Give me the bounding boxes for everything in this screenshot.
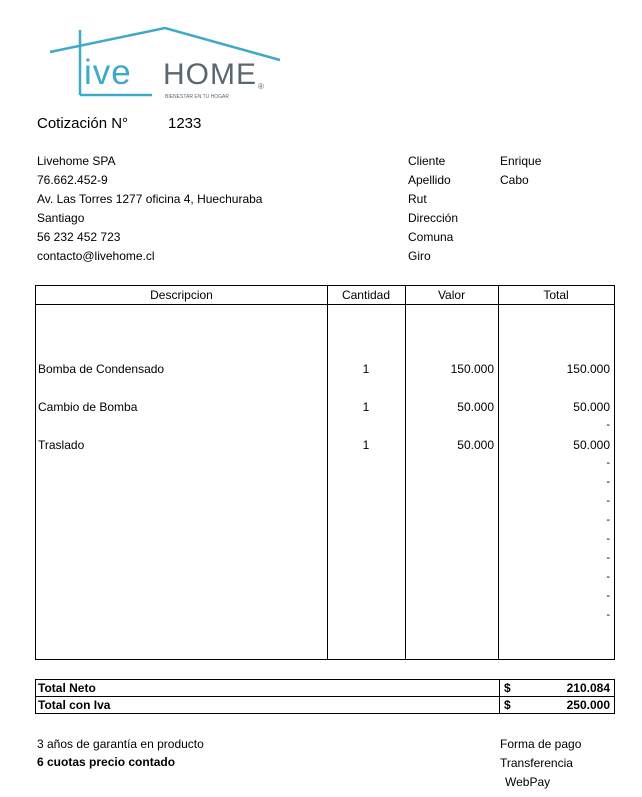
company-city: Santiago [37,211,85,225]
header-total: Total [543,288,569,302]
total-neto-row [35,679,615,697]
company-address: Av. Las Torres 1277 oficina 4, Huechuraba [37,192,263,206]
empty-total-dash: - [606,590,610,602]
client-values [500,152,541,190]
empty-total-dash: - [606,571,610,583]
header-description: Descripcion [150,288,213,302]
logo-registered: ® [258,82,264,91]
company-name: Livehome SPA [37,154,116,168]
empty-total-dash: - [606,514,610,526]
row-quantity: 1 [362,400,370,414]
total-iva-row [35,696,615,714]
empty-total-dash: - [606,552,610,564]
row-total: 150.000 [566,362,610,376]
quote-number: 1233 [168,115,202,132]
quote-label: Cotización N° [37,115,129,132]
row-value: 50.000 [457,400,494,414]
company-phone: 56 232 452 723 [37,230,121,244]
warranty-note: 3 años de garantía en producto [37,737,204,751]
empty-total-dash: - [606,419,610,431]
logo-text-home: HOME [163,58,257,91]
row-total: 50.000 [573,438,610,452]
client-label: Giro [408,249,431,263]
client-label: Comuna [408,230,454,244]
row-total: 50.000 [573,400,610,414]
client-surname: Cabo [500,173,529,187]
company-rut: 76.662.452-9 [37,173,108,187]
total-neto-label: Total Neto [38,681,96,695]
currency-symbol: $ [504,681,511,695]
currency-symbol: $ [504,698,511,712]
client-label: Dirección [408,211,459,225]
total-neto-value: 210.084 [566,681,610,695]
company-email: contacto@livehome.cl [37,249,155,263]
empty-total-dash: - [606,457,610,469]
header-divider [36,304,614,305]
installments-note: 6 cuotas precio contado [37,755,176,769]
client-label: Apellido [408,173,451,187]
payment-method: WebPay [505,775,551,789]
total-divider [499,697,500,713]
row-quantity: 1 [362,438,370,452]
header-value: Valor [437,288,466,302]
payment-label: Forma de pago [500,737,582,751]
row-description: Bomba de Condensado [38,362,165,376]
logo-text-ive: ive [84,53,132,92]
row-description: Cambio de Bomba [38,400,138,414]
row-value: 150.000 [450,362,494,376]
client-labels [408,152,458,266]
column-divider [405,286,406,659]
payment-method: Transferencia [500,756,573,770]
total-iva-label: Total con Iva [38,698,111,712]
row-description: Traslado [38,438,85,452]
empty-total-dash: - [606,609,610,621]
empty-total-dash: - [606,533,610,545]
header-quantity: Cantidad [341,288,391,302]
row-value: 50.000 [457,438,494,452]
column-divider [327,286,328,659]
total-divider [499,680,500,696]
empty-total-dash: - [606,476,610,488]
client-label: Cliente [408,154,446,168]
empty-total-dash: - [606,495,610,507]
total-iva-value: 250.000 [566,698,610,712]
row-quantity: 1 [362,362,370,376]
items-table [35,285,615,660]
client-label: Rut [408,192,427,206]
livehome-logo [40,20,290,110]
company-info [37,152,262,266]
column-divider [498,286,499,659]
logo-tagline: BIENESTAR EN TU HOGAR [165,94,229,100]
client-name: Enrique [500,154,542,168]
